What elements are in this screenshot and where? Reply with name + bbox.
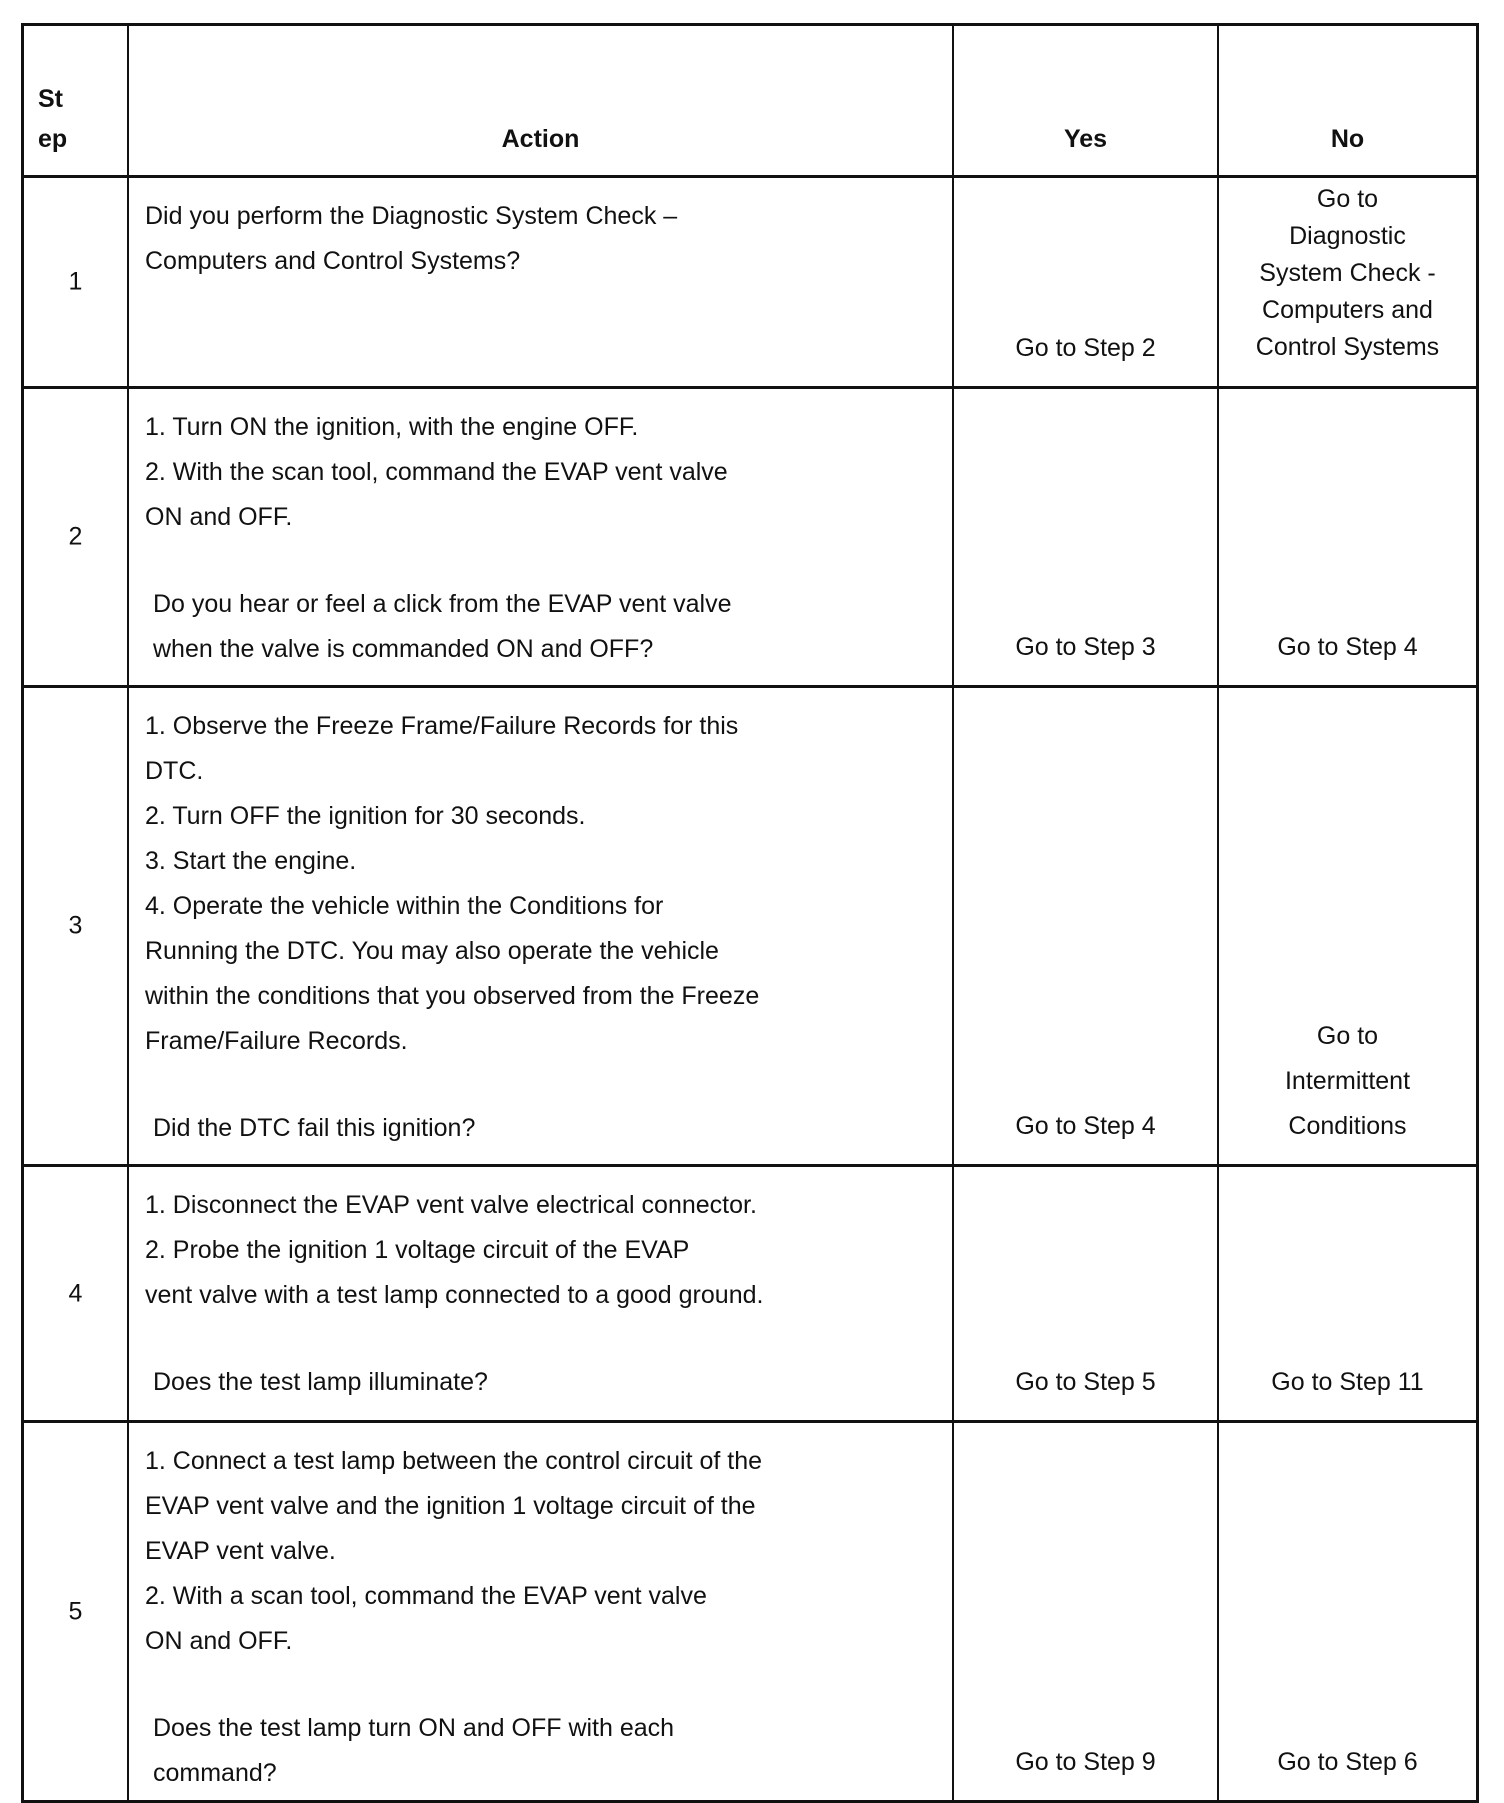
step-number: 4	[68, 1279, 83, 1307]
question-line: Does the test lamp illuminate?	[153, 1368, 488, 1396]
header-step-line: ep	[38, 125, 68, 153]
header-no	[1219, 26, 1476, 175]
no-line: Go to	[1316, 185, 1379, 213]
action-line: 1. Connect a test lamp between the control circuit of the	[145, 1447, 763, 1475]
step-cell	[24, 1167, 129, 1420]
yes-line: Go to Step 3	[1015, 633, 1156, 661]
header-yes-label: Yes	[1063, 125, 1108, 153]
header-no-label: No	[1330, 125, 1365, 153]
table-row	[24, 688, 1476, 1167]
yes-line: Go to Step 2	[1015, 334, 1156, 362]
action-cell	[129, 1167, 954, 1420]
yes-cell	[954, 389, 1219, 685]
question-line: Did the DTC fail this ignition?	[153, 1114, 476, 1142]
yes-line: Go to Step 9	[1015, 1748, 1156, 1776]
header-yes	[954, 26, 1219, 175]
action-line: 4. Operate the vehicle within the Conditions for	[145, 892, 664, 920]
no-line: Conditions	[1288, 1112, 1407, 1140]
action-line: 1. Observe the Freeze Frame/Failure Records for this	[145, 712, 739, 740]
question-line: command?	[153, 1759, 277, 1787]
table-row	[24, 1167, 1476, 1423]
question-line: Does the test lamp turn ON and OFF with each	[153, 1714, 675, 1742]
action-line: within the conditions that you observed from the Freeze	[145, 982, 760, 1010]
step-number: 1	[68, 267, 83, 296]
action-line: Did you perform the Diagnostic System Check –	[145, 202, 678, 230]
action-cell	[129, 1423, 954, 1800]
action-question	[145, 1706, 952, 1796]
action-question	[145, 582, 952, 672]
action-line: 1. Turn ON the ignition, with the engine OFF.	[145, 413, 639, 441]
step-number: 2	[68, 522, 83, 551]
yes-cell	[954, 1423, 1219, 1800]
no-line: Diagnostic	[1289, 222, 1406, 250]
action-line: ON and OFF.	[145, 503, 293, 531]
no-line: Go to Step 4	[1277, 633, 1418, 661]
step-cell	[24, 389, 129, 685]
action-cell	[129, 688, 954, 1164]
action-line: EVAP vent valve.	[145, 1537, 336, 1565]
action-line: 2. With the scan tool, command the EVAP vent valve	[145, 458, 728, 486]
action-line: Running the DTC. You may also operate the vehicle	[145, 937, 719, 965]
yes-line: Go to Step 4	[1015, 1112, 1156, 1140]
step-cell	[24, 1423, 129, 1800]
action-line: 2. Probe the ignition 1 voltage circuit of the EVAP	[145, 1236, 690, 1264]
no-cell	[1219, 688, 1476, 1164]
header-action-label: Action	[501, 125, 580, 153]
no-line: Control Systems	[1255, 333, 1440, 361]
step-cell	[24, 688, 129, 1164]
action-cell	[129, 389, 954, 685]
table-row	[24, 389, 1476, 688]
no-line: Go to Step 6	[1277, 1748, 1418, 1776]
yes-line: Go to Step 5	[1015, 1368, 1156, 1396]
no-cell	[1219, 389, 1476, 685]
header-step-line: St	[38, 85, 63, 113]
no-cell	[1219, 178, 1476, 386]
action-line: 3. Start the engine.	[145, 847, 357, 875]
action-line: DTC.	[145, 757, 204, 785]
action-line: ON and OFF.	[145, 1627, 293, 1655]
step-cell	[24, 178, 129, 386]
no-cell	[1219, 1167, 1476, 1420]
question-line: when the valve is commanded ON and OFF?	[153, 635, 654, 663]
no-line: Computers and	[1262, 296, 1433, 324]
action-cell	[129, 178, 954, 386]
no-line: System Check -	[1259, 259, 1436, 287]
step-number: 5	[68, 1597, 83, 1625]
no-line: Intermittent	[1284, 1067, 1411, 1095]
question-line: Do you hear or feel a click from the EVAP vent valve	[153, 590, 732, 618]
action-line: EVAP vent valve and the ignition 1 voltage circuit of the	[145, 1492, 756, 1520]
action-line: Frame/Failure Records.	[145, 1027, 408, 1055]
no-cell	[1219, 1423, 1476, 1800]
action-line: 2. With a scan tool, command the EVAP vent valve	[145, 1582, 707, 1610]
yes-cell	[954, 688, 1219, 1164]
yes-cell	[954, 1167, 1219, 1420]
diagnostic-table	[21, 23, 1479, 1803]
header-action	[129, 26, 954, 175]
no-line: Go to	[1316, 1022, 1379, 1050]
no-line: Go to Step 11	[1271, 1368, 1424, 1396]
action-line: Computers and Control Systems?	[145, 247, 521, 275]
table-row	[24, 1423, 1476, 1800]
action-line: vent valve with a test lamp connected to a good ground.	[145, 1281, 764, 1309]
yes-cell	[954, 178, 1219, 386]
table-row	[24, 178, 1476, 389]
step-number: 3	[68, 911, 83, 940]
action-question	[145, 1360, 952, 1405]
action-line: 1. Disconnect the EVAP vent valve electrical connector.	[145, 1191, 757, 1219]
header-step	[24, 26, 129, 175]
action-line: 2. Turn OFF the ignition for 30 seconds.	[145, 802, 586, 830]
table-header	[24, 26, 1476, 178]
action-question	[145, 1106, 952, 1151]
